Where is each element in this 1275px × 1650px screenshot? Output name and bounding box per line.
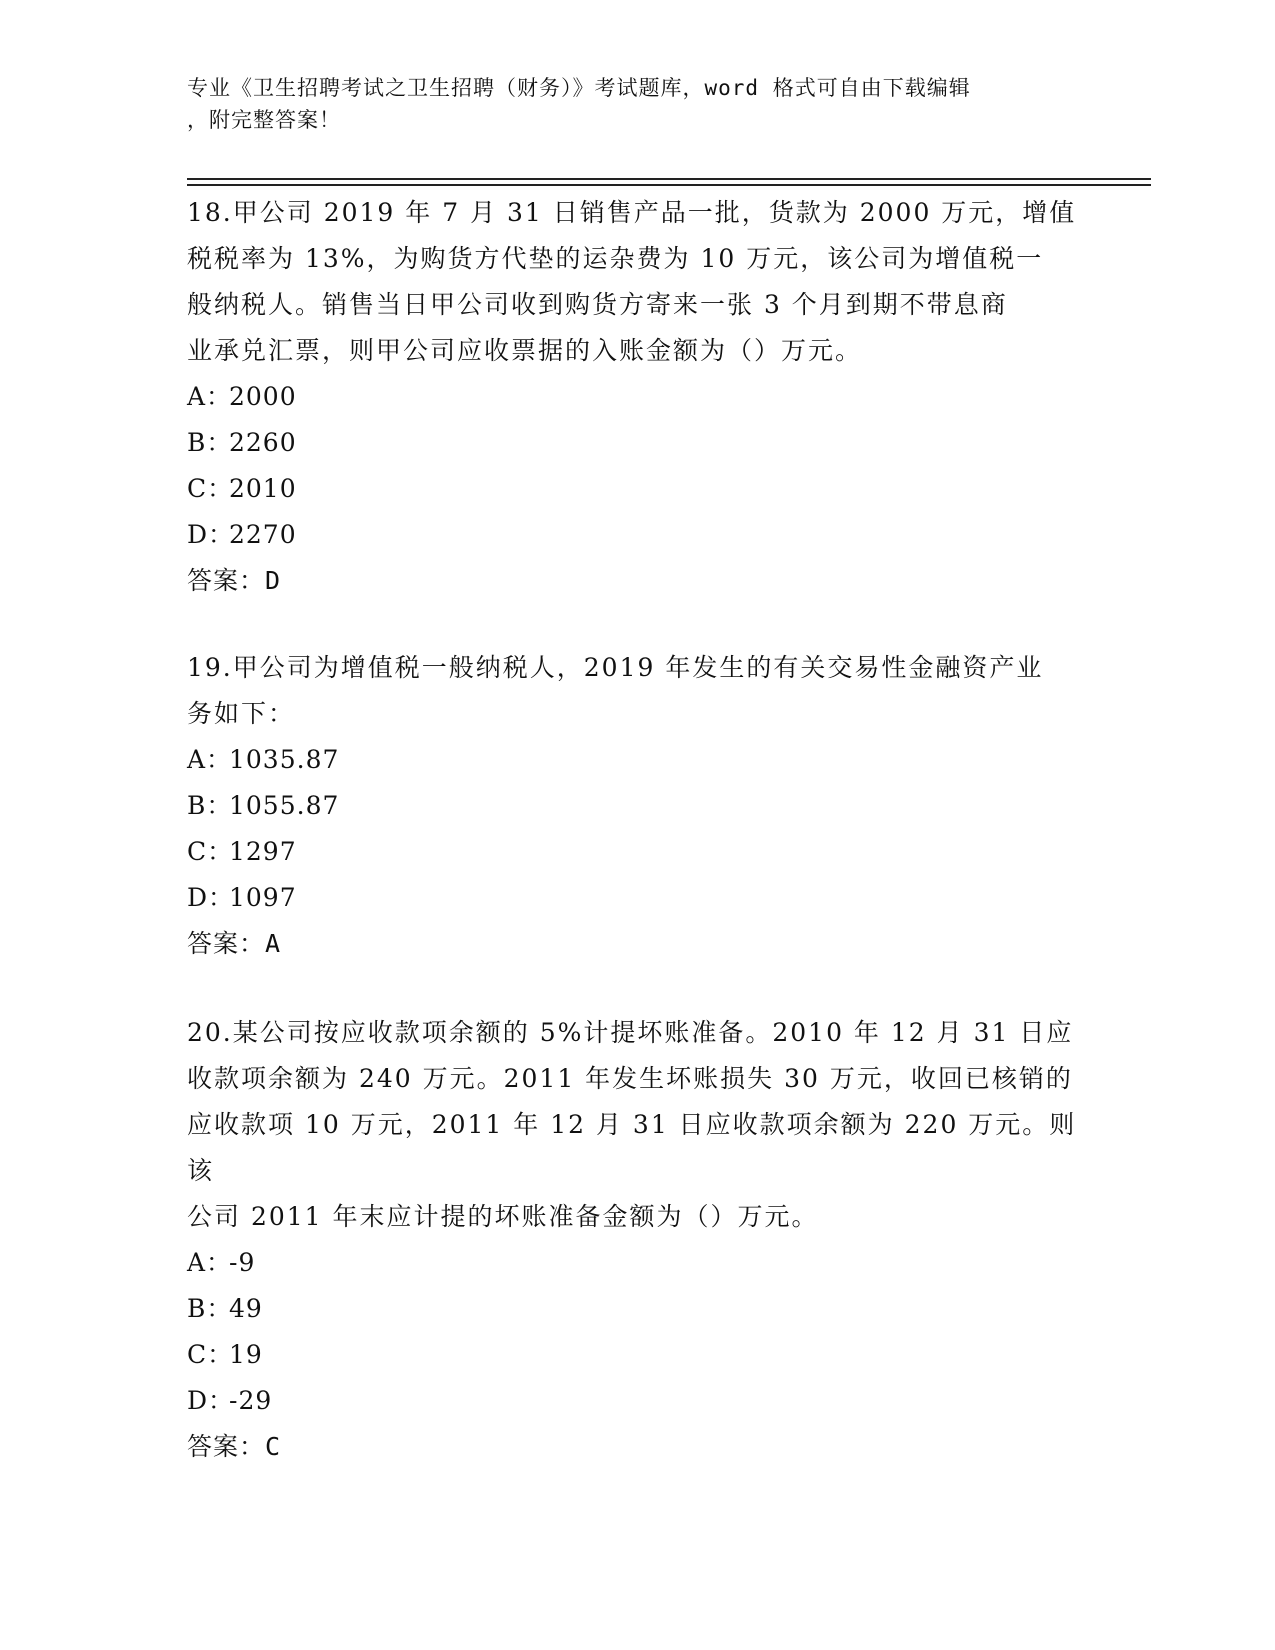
option-b	[187, 783, 1087, 829]
option-c	[187, 1332, 1087, 1378]
option-letter: C：	[187, 474, 234, 503]
answer: 答案：D	[187, 566, 282, 595]
question-text-line: 20.某公司按应收款项余额的 5%计提坏账准备。2010 年 12 月 31 日应	[187, 1018, 1074, 1047]
question-19	[187, 645, 1087, 967]
option-value: -29	[229, 1386, 273, 1415]
option-value: 2010	[229, 474, 297, 503]
question-text-line: 务如下：	[187, 699, 296, 728]
question-text-line: 税税率为 13%，为购货方代垫的运杂费为 10 万元，该公司为增值税一	[187, 244, 1044, 273]
option-value: 2260	[229, 428, 297, 457]
question-text-line: 19.甲公司为增值税一般纳税人，2019 年发生的有关交易性金融资产业	[187, 653, 1044, 682]
option-letter: A：	[187, 382, 233, 411]
option-value: 49	[229, 1294, 263, 1323]
question-text	[187, 645, 1087, 737]
option-letter: D：	[187, 883, 235, 912]
option-value: 19	[229, 1340, 263, 1369]
header-line-2: ，附完整答案！	[187, 108, 341, 132]
option-letter: A：	[187, 745, 233, 774]
question-text	[187, 190, 1087, 374]
question-text-line: 公司 2011 年末应计提的坏账准备金额为（）万元。	[187, 1202, 819, 1231]
question-text-line: 业承兑汇票，则甲公司应收票据的入账金额为（）万元。	[187, 336, 863, 365]
option-list	[187, 374, 1087, 558]
question-text	[187, 1010, 1087, 1240]
option-a	[187, 737, 1087, 783]
option-b	[187, 420, 1087, 466]
question-text-line: 18.甲公司 2019 年 7 月 31 日销售产品一批，货款为 2000 万元，增值	[187, 198, 1077, 227]
option-value: -9	[229, 1248, 256, 1277]
option-value: 2270	[229, 520, 297, 549]
answer: 答案：C	[187, 1432, 282, 1461]
question-text-line: 收款项余额为 240 万元。2011 年发生坏账损失 30 万元，收回已核销的	[187, 1064, 1073, 1093]
header-line-1: 专业《卫生招聘考试之卫生招聘（财务）》考试题库，word 格式可自由下载编辑	[187, 76, 971, 100]
option-list	[187, 737, 1087, 921]
header-divider-bottom	[187, 184, 1151, 186]
answer: 答案：A	[187, 929, 282, 958]
option-letter: B：	[187, 428, 233, 457]
option-letter: B：	[187, 1294, 233, 1323]
option-d	[187, 512, 1087, 558]
option-letter: D：	[187, 1386, 235, 1415]
question-text-line: 应收款项 10 万元，2011 年 12 月 31 日应收款项余额为 220 万元。则该	[187, 1110, 1077, 1185]
option-value: 1297	[229, 837, 297, 866]
option-letter: B：	[187, 791, 233, 820]
option-d	[187, 1378, 1087, 1424]
option-a	[187, 1240, 1087, 1286]
option-value: 1097	[229, 883, 297, 912]
option-value: 1055.87	[229, 791, 340, 820]
option-letter: C：	[187, 1340, 234, 1369]
option-d	[187, 875, 1087, 921]
option-value: 1035.87	[229, 745, 340, 774]
option-b	[187, 1286, 1087, 1332]
question-18	[187, 190, 1087, 604]
option-letter: D：	[187, 520, 235, 549]
option-a	[187, 374, 1087, 420]
question-text-line: 般纳税人。销售当日甲公司收到购货方寄来一张 3 个月到期不带息商	[187, 290, 1008, 319]
question-20	[187, 1010, 1087, 1470]
option-list	[187, 1240, 1087, 1424]
option-c	[187, 466, 1087, 512]
option-letter: A：	[187, 1248, 233, 1277]
option-c	[187, 829, 1087, 875]
document-header	[187, 72, 1067, 136]
option-letter: C：	[187, 837, 234, 866]
option-value: 2000	[229, 382, 297, 411]
header-divider-top	[187, 178, 1151, 180]
